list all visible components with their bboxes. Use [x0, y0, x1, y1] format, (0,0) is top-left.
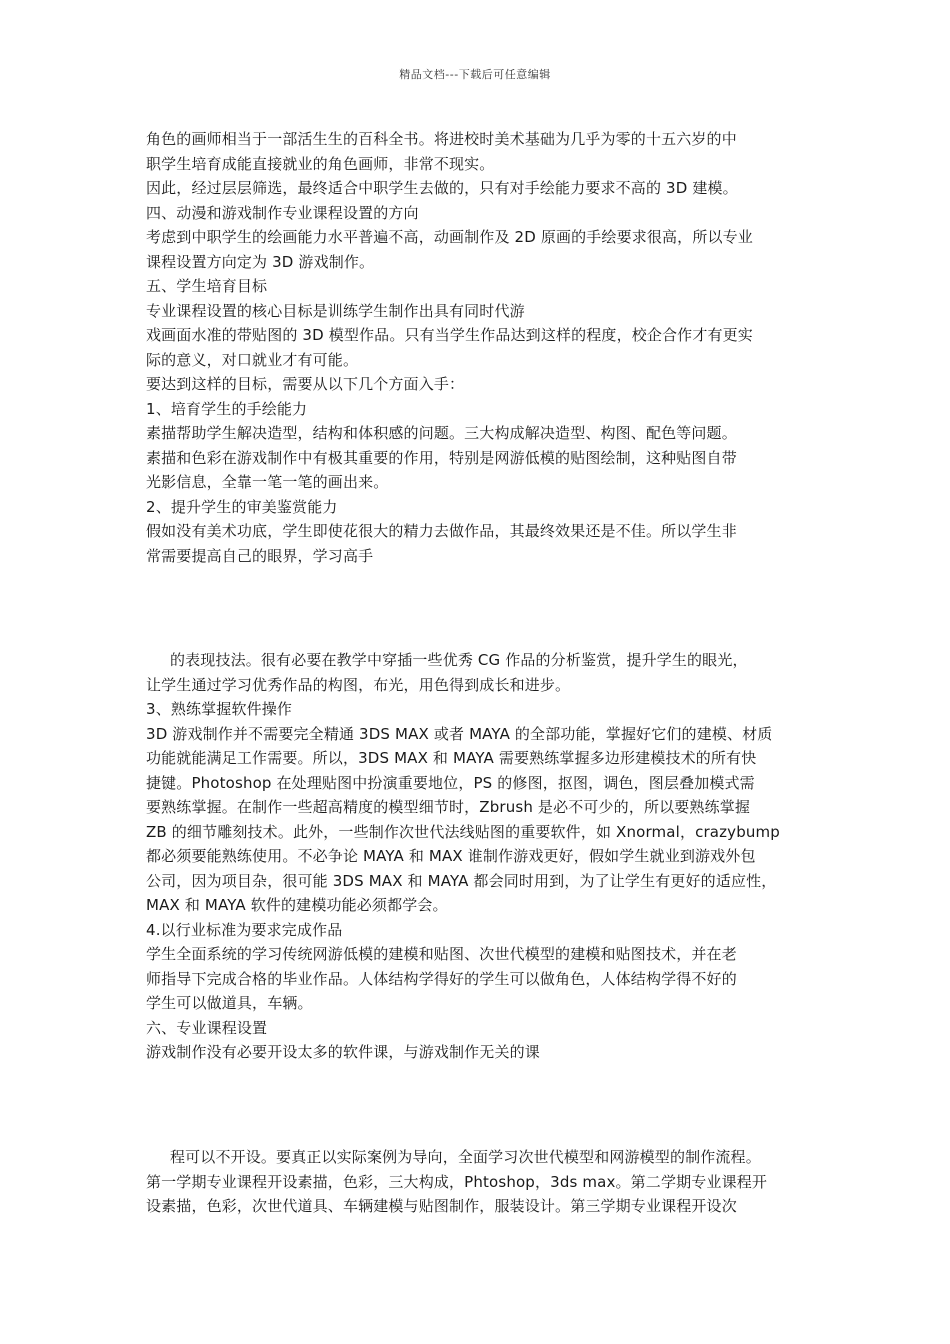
- paragraph-line: 公司，因为项目杂，很可能 3DS MAX 和 MAYA 都会同时用到，为了让学生有更好的适应性，: [146, 871, 777, 890]
- text-block-3: [146, 1145, 811, 1219]
- paragraph-line: 要熟练掌握。在制作一些超高精度的模型细节时，Zbrush 是必不可少的，所以要熟练掌握: [146, 798, 751, 816]
- paragraph-line: 第一学期专业课程开设素描，色彩，三大构成，Phtoshop，3ds max。第二学期专业课程开: [146, 1172, 768, 1191]
- text-block-2: [146, 648, 811, 1065]
- paragraph-line: 常需要提高自己的眼界，学习高手: [146, 546, 374, 565]
- section-heading: 四、动漫和游戏制作专业课程设置的方向: [146, 203, 419, 222]
- paragraph-line: 专业课程设置的核心目标是训练学生制作出具有同时代游: [146, 301, 525, 320]
- paragraph-line: MAX 和 MAYA 软件的建模功能必须都学会。: [146, 896, 448, 914]
- paragraph-line: 素描和色彩在游戏制作中有极其重要的作用，特别是网游低模的贴图绘制，这种贴图自带: [146, 448, 737, 467]
- paragraph-line: 因此，经过层层筛选，最终适合中职学生去做的，只有对手绘能力要求不高的 3D 建模。: [146, 179, 738, 197]
- paragraph-line: ZB 的细节雕刻技术。此外，一些制作次世代法线贴图的重要软件，如 Xnormal，crazybump: [146, 822, 780, 841]
- subsection-heading: 4.以行业标准为要求完成作品: [146, 920, 343, 939]
- paragraph-line: 课程设置方向定为 3D 游戏制作。: [146, 252, 375, 271]
- paragraph-line: 程可以不开设。要真正以实际案例为导向，全面学习次世代模型和网游模型的制作流程。: [170, 1148, 761, 1166]
- paragraph-line: 际的意义，对口就业才有可能。: [146, 350, 359, 369]
- subsection-heading: 2、提升学生的审美鉴赏能力: [146, 497, 338, 516]
- paragraph-line: 都必须要能熟练使用。不必争论 MAYA 和 MAX 谁制作游戏更好，假如学生就业到游戏外包: [146, 847, 756, 865]
- paragraph-line: 素描帮助学生解决造型，结构和体积感的问题。三大构成解决造型、构图、配色等问题。: [146, 424, 737, 442]
- paragraph-line: 让学生通过学习优秀作品的构图，布光，用色得到成长和进步。: [146, 675, 571, 694]
- paragraph-line: 角色的画师相当于一部活生生的百科全书。将进校时美术基础为几乎为零的十五六岁的中: [146, 130, 737, 148]
- paragraph-line: 的表现技法。很有必要在教学中穿插一些优秀 CG 作品的分析鉴赏，提升学生的眼光，: [170, 651, 748, 669]
- page-header: 精品文档---下载后可任意编辑: [399, 68, 551, 81]
- paragraph-line: 师指导下完成合格的毕业作品。人体结构学得好的学生可以做角色，人体结构学得不好的: [146, 969, 737, 988]
- paragraph-line: 戏画面水准的带贴图的 3D 模型作品。只有当学生作品达到这样的程度，校企合作才有更实: [146, 326, 753, 344]
- paragraph-line: 假如没有美术功底，学生即使花很大的精力去做作品，其最终效果还是不佳。所以学生非: [146, 522, 737, 540]
- paragraph-line: 职学生培育成能直接就业的角色画师，非常不现实。: [146, 154, 495, 173]
- paragraph-line: 游戏制作没有必要开设太多的软件课，与游戏制作无关的课: [146, 1043, 540, 1061]
- text-block-1: [146, 127, 811, 568]
- paragraph-line: 捷键。Photoshop 在处理贴图中扮演重要地位，PS 的修图，抠图，调色，图层叠加模式需: [146, 773, 755, 792]
- subsection-heading: 3、熟练掌握软件操作: [146, 700, 293, 718]
- paragraph-line: 3D 游戏制作并不需要完全精通 3DS MAX 或者 MAYA 的全部功能，掌握好它们的建模、材质: [146, 724, 773, 743]
- paragraph-line: 要达到这样的目标，需要从以下几个方面入手：: [146, 375, 465, 393]
- paragraph-line: 学生全面系统的学习传统网游低模的建模和贴图、次世代模型的建模和贴图技术，并在老: [146, 945, 737, 963]
- section-heading: 六、专业课程设置: [146, 1018, 268, 1037]
- paragraph-line: 设素描，色彩，次世代道具、车辆建模与贴图制作，服装设计。第三学期专业课程开设次: [146, 1197, 737, 1215]
- subsection-heading: 1、培育学生的手绘能力: [146, 399, 308, 418]
- section-heading: 五、学生培育目标: [146, 277, 268, 295]
- paragraph-line: 考虑到中职学生的绘画能力水平普遍不高，动画制作及 2D 原画的手绘要求很高，所以专业: [146, 228, 753, 246]
- paragraph-line: 光影信息，全靠一笔一笔的画出来。: [146, 473, 389, 491]
- paragraph-line: 学生可以做道具，车辆。: [146, 994, 313, 1012]
- paragraph-line: 功能就能满足工作需要。所以，3DS MAX 和 MAYA 需要熟练掌握多边形建模技术的所有快: [146, 749, 757, 767]
